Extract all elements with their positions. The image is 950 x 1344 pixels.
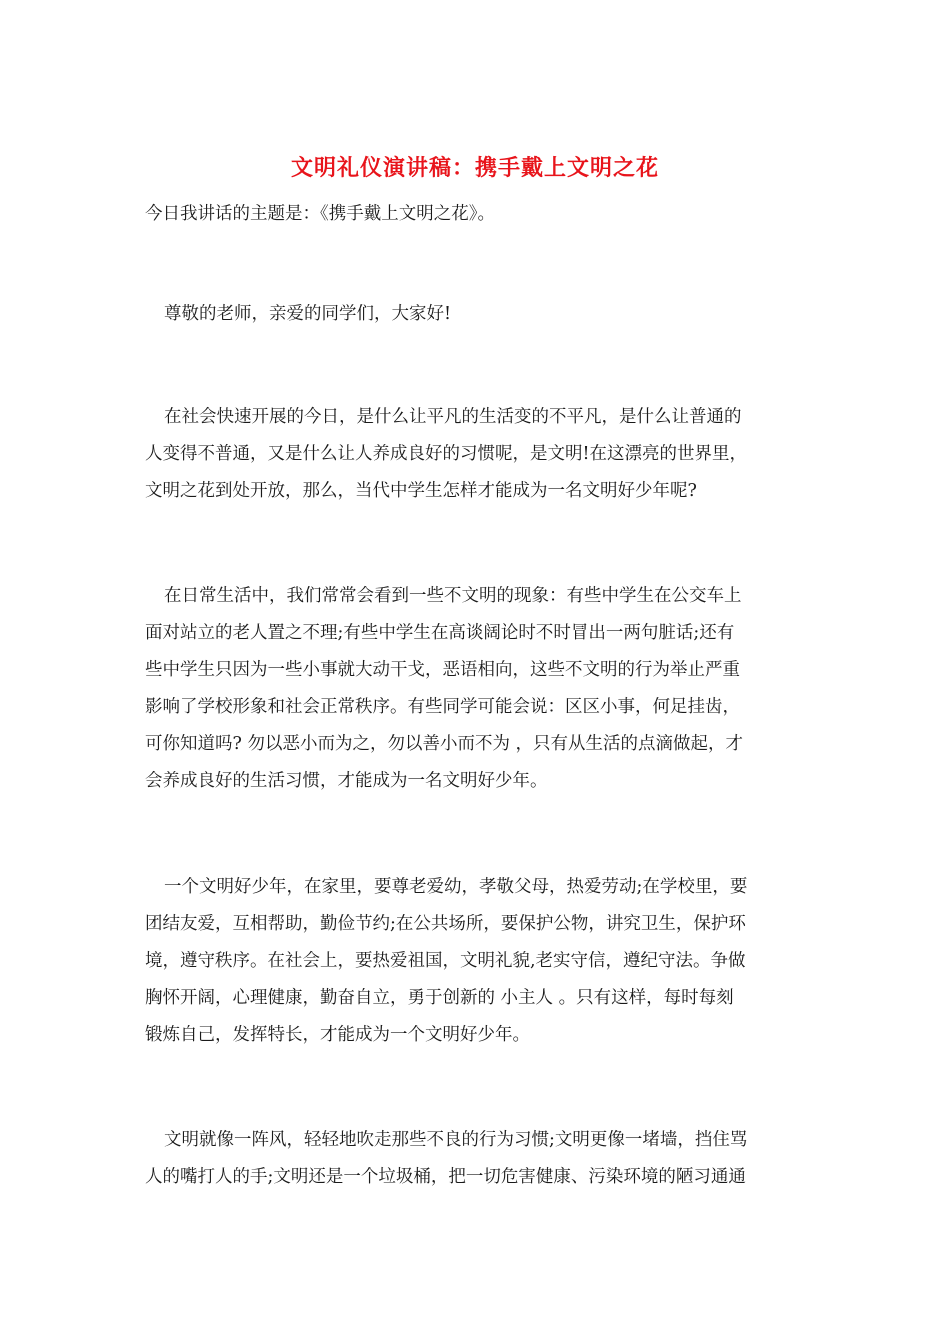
paragraph-line: 锻炼自己，发挥特长，才能成为一个文明好少年。 (145, 1025, 530, 1045)
paragraph-line: 团结友爱，互相帮助，勤俭节约;在公共场所，要保护公物，讲究卫生，保护环 (145, 914, 746, 934)
paragraph-line: 文明之花到处开放，那么，当代中学生怎样才能成为一名文明好少年呢? (145, 481, 697, 501)
paragraph-line: 会养成良好的生活习惯，才能成为一名文明好少年。 (145, 771, 548, 791)
paragraph-line: 一个文明好少年，在家里，要尊老爱幼，孝敬父母，热爱劳动;在学校里，要 (164, 877, 748, 897)
theme-line: 今日我讲话的主题是：《携手戴上文明之花》。 (145, 204, 495, 224)
paragraph-line: 胸怀开阔，心理健康，勤奋自立，勇于创新的 小主人 。只有这样，每时每刻 (145, 988, 734, 1008)
paragraph-line: 面对站立的老人置之不理;有些中学生在高谈阔论时不时冒出一两句脏话;还有 (145, 623, 735, 643)
paragraph-line: 人的嘴打人的手;文明还是一个垃圾桶，把一切危害健康、污染环境的陋习通通 (145, 1167, 746, 1187)
greeting-line: 尊敬的老师，亲爱的同学们，大家好! (164, 304, 452, 324)
paragraph-line: 些中学生只因为一些小事就大动干戈，恶语相向，这些不文明的行为举止严重 (145, 660, 740, 680)
paragraph-line: 人变得不普通，又是什么让人养成良好的习惯呢，是文明!在这漂亮的世界里， (145, 444, 748, 464)
paragraph-line: 文明就像一阵风，轻轻地吹走那些不良的行为习惯;文明更像一堵墙，挡住骂 (164, 1130, 748, 1150)
paragraph-line: 影响了学校形象和社会正常秩序。有些同学可能会说：区区小事，何足挂齿， (145, 697, 740, 717)
paragraph-line: 可你知道吗? 勿以恶小而为之，勿以善小而不为 ，只有从生活的点滴做起，才 (145, 734, 744, 754)
paragraph-line: 在社会快速开展的今日，是什么让平凡的生活变的不平凡，是什么让普通的 (164, 407, 742, 427)
paragraph-line: 在日常生活中，我们常常会看到一些不文明的现象：有些中学生在公交车上 (164, 586, 742, 606)
document-title: 文明礼仪演讲稿：携手戴上文明之花 (290, 155, 659, 181)
paragraph-line: 境，遵守秩序。在社会上，要热爱祖国，文明礼貌,老实守信，遵纪守法。争做 (145, 951, 746, 971)
